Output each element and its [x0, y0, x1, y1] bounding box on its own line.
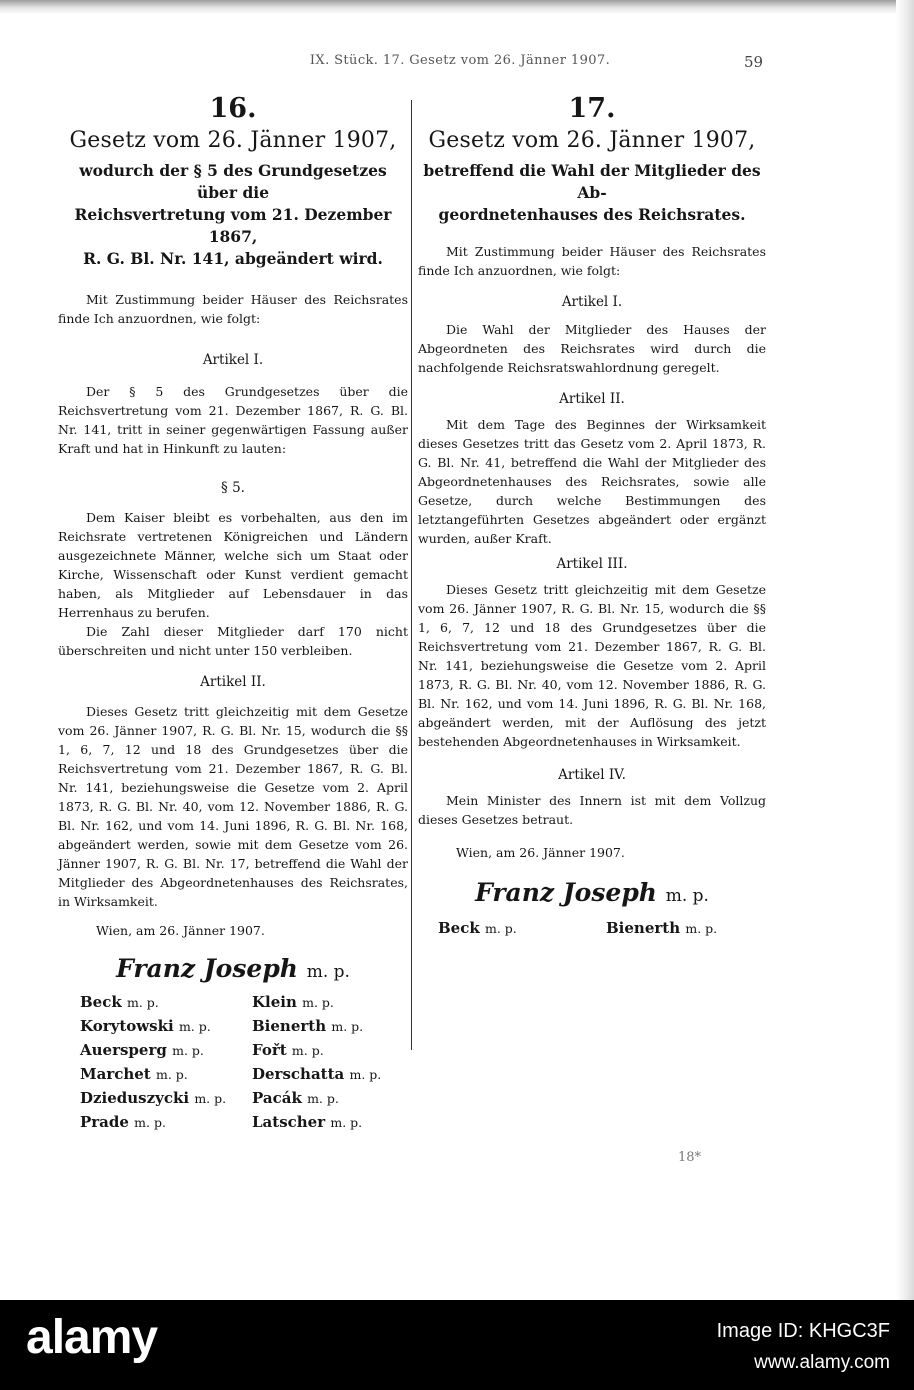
- subtitle-line: betreffend die Wahl der Mitglieder des Ab-: [423, 161, 761, 202]
- article-heading: Artikel II.: [200, 674, 266, 690]
- minister-signature: Beck m. p.: [438, 919, 517, 937]
- minister-signature: Auersperg m. p.: [80, 1041, 204, 1059]
- intro-text: Mit Zustimmung beider Häuser des Reichsrates finde Ich anzuordnen, wie folgt:: [58, 292, 408, 326]
- minister-signature: Pacák m. p.: [252, 1089, 339, 1107]
- image-id: Image ID: KHGC3F: [716, 1320, 890, 1342]
- article-text: Der § 5 des Grundgesetzes über die Reichsvertretung vom 21. Dezember 1867, R. G. Bl. Nr. 141, tritt in seiner gegenwärtigen Fassung außer Kraft und hat in Hinkunft zu lauten:: [58, 384, 408, 456]
- running-head: IX. Stück. 17. Gesetz vom 26. Jänner 1907.: [309, 53, 611, 68]
- minister-signature: Beck m. p.: [80, 993, 159, 1011]
- printer-signature-mark: 18*: [678, 1150, 702, 1165]
- law-16-column: [58, 92, 408, 1133]
- alamy-logo: alamy: [26, 1311, 158, 1364]
- signature-name: Franz Joseph: [116, 954, 298, 983]
- law-number: 16.: [209, 93, 257, 124]
- article-heading: Artikel I.: [561, 294, 623, 310]
- article-text: Mein Minister des Innern ist mit dem Vollzug dieses Gesetzes betraut.: [418, 793, 766, 827]
- minister-signature: Prade m. p.: [80, 1113, 166, 1131]
- subtitle-line: Reichsvertretung vom 21. Dezember 1867,: [74, 205, 392, 246]
- section-text: Die Zahl dieser Mitglieder darf 170 nicht überschreiten und nicht unter 150 verbleiben.: [58, 624, 408, 658]
- minister-signature: Dzieduszycki m. p.: [80, 1089, 227, 1107]
- intro-text: Mit Zustimmung beider Häuser des Reichsrates finde Ich anzuordnen, wie folgt:: [418, 244, 766, 278]
- article-text: Mit dem Tage des Beginnes der Wirksamkeit dieses Gesetzes tritt das Gesetz vom 2. April 1873, R. G. Bl. Nr. 41, betreffend die Wahl der Mitglieder des Abgeordnetenhauses des Reichsrates, sowie alle Gesetze, durch welche Bestimmungen des letztangeführten Gesetzes abgeändert oder ergänzt wurden, außer Kraft.: [418, 417, 766, 546]
- place-date: Wien, am 26. Jänner 1907.: [456, 845, 625, 860]
- signature-name: Franz Joseph: [475, 878, 657, 907]
- article-heading: Artikel I.: [202, 352, 264, 368]
- column-divider: [411, 100, 412, 1050]
- law-subtitle: [58, 160, 408, 270]
- minister-signatures: [58, 992, 408, 1133]
- minister-signatures: [418, 918, 766, 939]
- subtitle-line: R. G. Bl. Nr. 141, abgeändert wird.: [83, 249, 383, 268]
- law-title: Gesetz vom 26. Jänner 1907,: [428, 128, 756, 153]
- article-text: Dieses Gesetz tritt gleichzeitig mit dem Gesetze vom 26. Jänner 1907, R. G. Bl. Nr. 15, wodurch die §§ 1, 6, 7, 12 und 18 des Grundgesetzes über die Reichsvertretung vom 21. Dezember 1867, R. G. Bl. Nr. 141, beziehungsweise die Gesetze vom 2. April 1873, R. G. Bl. Nr. 40, vom 12. November 1886, R. G. Bl. Nr. 162, und vom 14. Juni 1896, R. G. Bl. Nr. 168, abgeändert werden, sowie mit dem Gesetze vom 26. Jänner 1907, R. G. Bl. Nr. 17, betreffend die Wahl der Mitglieder des Abgeordnetenhauses des Reichsrates, in Wirksamkeit.: [58, 704, 408, 909]
- signature-mp: m. p.: [665, 886, 709, 906]
- banner-url: www.alamy.com: [754, 1352, 890, 1373]
- law-subtitle: [418, 160, 766, 226]
- article-text: Dieses Gesetz tritt gleichzeitig mit dem Gesetze vom 26. Jänner 1907, R. G. Bl. Nr. 15, wodurch die §§ 1, 6, 7, 12 und 18 des Grundgesetzes über die Reichsvertretung vom 21. Dezember 1867, R. G. Bl. Nr. 141, beziehungsweise die Gesetze vom 2. April 1873, R. G. Bl. Nr. 40, vom 12. November 1886, R. G. Bl. Nr. 162, und vom 14. Juni 1896, R. G. Bl. Nr. 168, abgeändert werden, mit der Auflösung des jetzt bestehenden Abgeordnetenhauses in Wirksamkeit.: [418, 582, 766, 749]
- article-heading: Artikel II.: [559, 391, 625, 407]
- minister-signature: Korytowski m. p.: [80, 1017, 211, 1035]
- subtitle-line: wodurch der § 5 des Grundgesetzes über die: [79, 161, 387, 202]
- page-edge-shadow: [896, 0, 914, 1300]
- law-title: Gesetz vom 26. Jänner 1907,: [69, 128, 397, 153]
- minister-signature: Latscher m. p.: [252, 1113, 363, 1131]
- place-date: Wien, am 26. Jänner 1907.: [96, 923, 265, 938]
- emperor-signature: [58, 952, 408, 986]
- law-number: 17.: [568, 93, 616, 124]
- minister-signature: Klein m. p.: [252, 993, 334, 1011]
- minister-signature: Fořt m. p.: [252, 1041, 324, 1059]
- article-heading: Artikel IV.: [558, 767, 626, 783]
- section-text: Dem Kaiser bleibt es vorbehalten, aus den im Reichsrate vertretenen Königreichen und Ländern ausgezeichnete Männer, welche sich um Staat oder Kirche, Wissenschaft oder Kunst verdient gemacht haben, als Mitglieder auf Lebensdauer in das Herrenhaus zu berufen.: [58, 510, 408, 620]
- emperor-signature: [418, 876, 766, 910]
- signature-mp: m. p.: [306, 962, 350, 982]
- minister-signature: Bienerth m. p.: [252, 1017, 364, 1035]
- page-number: 59: [744, 53, 764, 71]
- law-17-column: [418, 92, 766, 939]
- minister-signature: Derschatta m. p.: [252, 1065, 382, 1083]
- minister-signature: Bienerth m. p.: [606, 919, 718, 937]
- article-heading: Artikel III.: [556, 556, 628, 572]
- article-text: Die Wahl der Mitglieder des Hauses der Abgeordneten des Reichsrates wird durch die nachfolgende Reichsratswahlordnung geregelt.: [418, 322, 766, 375]
- stock-watermark-banner: [0, 1300, 914, 1390]
- section-heading: § 5.: [221, 480, 245, 496]
- subtitle-line: geordnetenhauses des Reichsrates.: [438, 205, 746, 224]
- scan-edge-shadow: [0, 0, 914, 14]
- minister-signature: Marchet m. p.: [80, 1065, 188, 1083]
